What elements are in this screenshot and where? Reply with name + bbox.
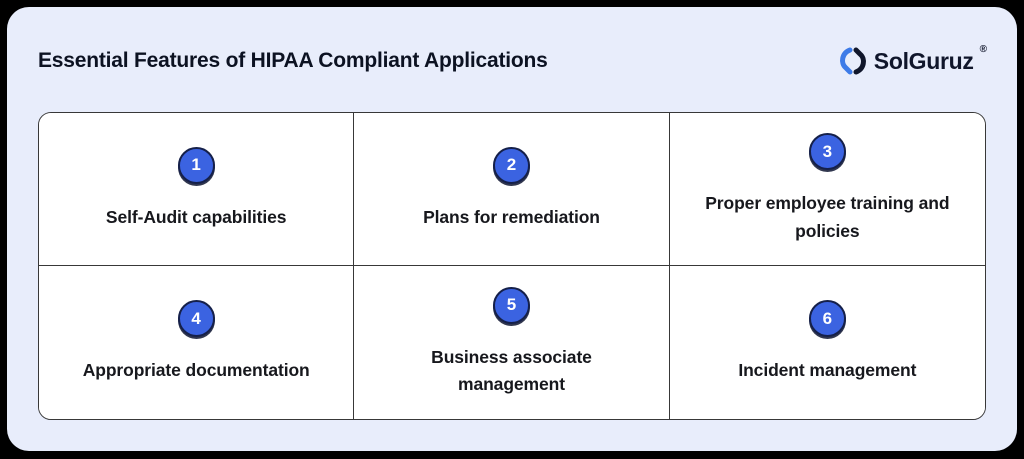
page-title: Essential Features of HIPAA Compliant Applications: [38, 49, 548, 72]
feature-number-badge: 4: [178, 300, 215, 337]
feature-cell-4: [39, 266, 354, 419]
feature-label: Proper employee training and policies: [705, 193, 950, 241]
feature-label: Appropriate documentation: [82, 360, 310, 381]
feature-number-badge: 5: [493, 287, 530, 324]
solguruz-bolt-icon: [838, 42, 868, 80]
feature-number-badge: 3: [809, 133, 846, 170]
feature-cell-1: [39, 113, 354, 266]
feature-label: Plans for remediation: [423, 206, 600, 227]
content-panel: [7, 7, 1017, 451]
feature-cell-5: [354, 266, 669, 419]
logo-wordmark: SolGuruz: [873, 47, 974, 74]
feature-cell-6: [670, 266, 985, 419]
feature-label: Incident management: [738, 360, 917, 381]
features-grid: [38, 112, 986, 420]
solguruz-logo: [838, 42, 987, 80]
feature-label: Business associate management: [431, 346, 592, 394]
feature-number-badge: 2: [493, 147, 530, 184]
feature-label: Self-Audit capabilities: [105, 206, 287, 227]
registered-trademark-symbol: ®: [979, 44, 987, 55]
feature-cell-2: [354, 113, 669, 266]
feature-cell-3: [670, 113, 985, 266]
feature-number-badge: 6: [809, 300, 846, 337]
header: [7, 7, 1017, 89]
feature-number-badge: 1: [178, 147, 215, 184]
